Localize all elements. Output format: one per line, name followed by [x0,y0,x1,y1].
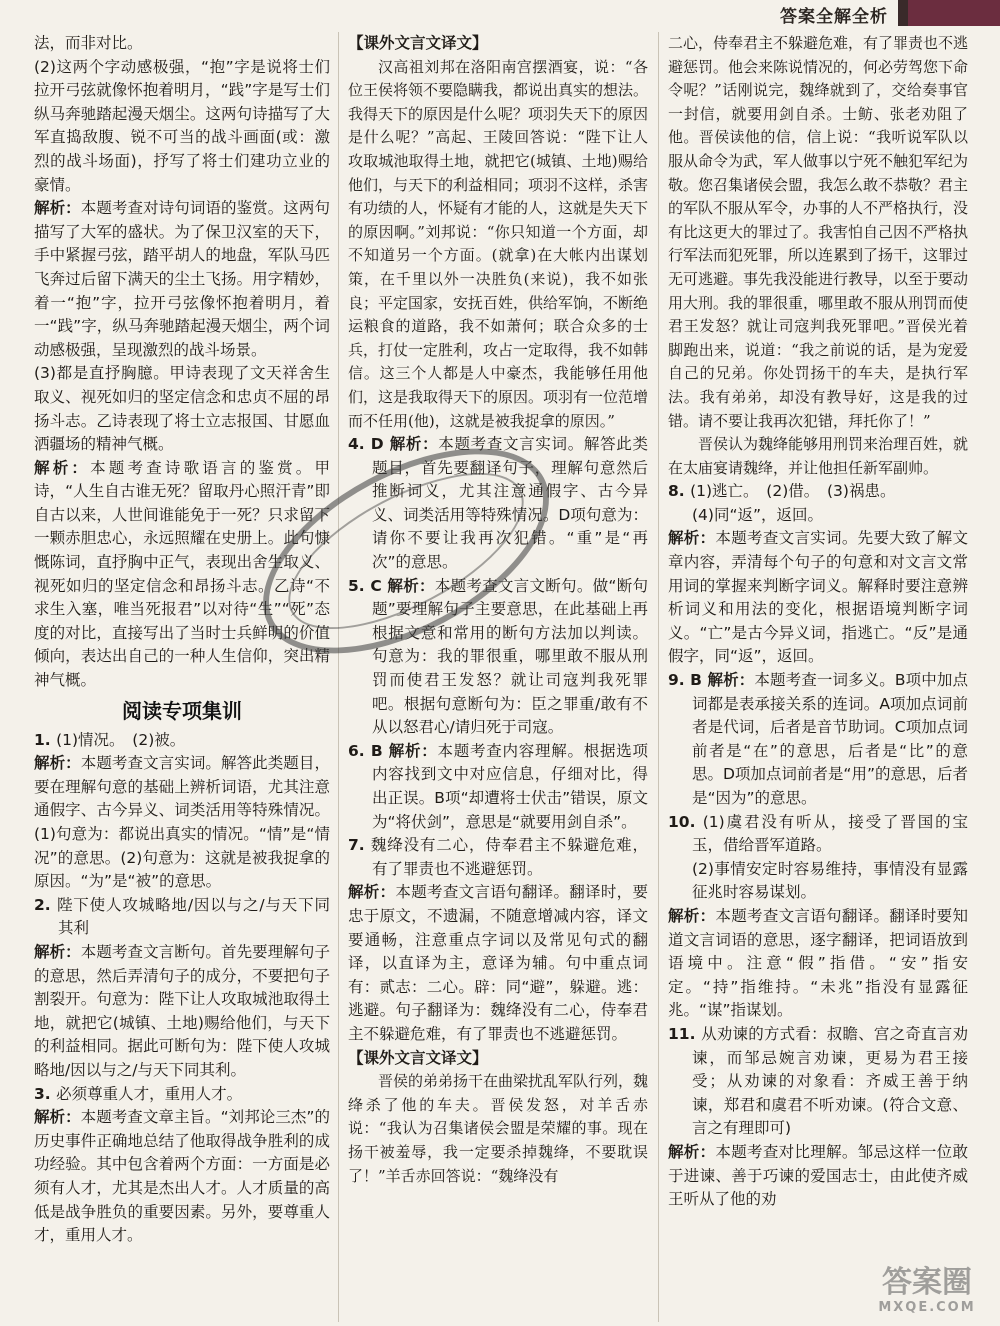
header-decor-dark [898,0,908,26]
answer-text: (1)情况。 (2)被。 [56,730,186,749]
analysis-label: 解析： [388,741,438,760]
question-number: 3. [34,1084,57,1103]
question-number: 7. [348,836,371,855]
answer-text: (4)同“返”，返回。 [692,505,824,524]
question-10 [668,811,968,858]
column-left [34,32,330,1248]
question-5 [348,575,648,740]
question-1 [34,729,330,753]
analysis-label: 解析： [34,458,91,477]
analysis-label: 解析： [387,576,435,595]
question-2 [34,894,330,941]
question-11 [668,1023,968,1141]
analysis-block [668,905,968,1023]
question-number: 5. C [348,576,388,595]
translation-title: 【课外文言文译文】 [348,1048,488,1067]
analysis-text: 本题考查文言语句翻译。翻译时，要忠于原文，不遗漏，不随意增减内容，译文要通畅，注意重点字词以及常见句式的翻译，以直译为主，意译为辅。句中重点词有：贰志：二心。辟：同“避”，躲避。逃：逃避。句子翻译为：魏绛没有二心，侍奉君主不躲避危难，有了罪责也不逃避惩罚。 [348,883,648,1043]
analysis-text: 本题考查文章主旨。“刘邦论三杰”的历史事件正确地总结了他取得战争胜利的成功经验。其中包含着两个方面：一方面是必须有人才，尤其是杰出人才。人才质量的高低是战争胜负的重要因素。另外，要尊重人才，重用人才。 [34,1108,330,1245]
analysis-label: 解析： [34,754,81,773]
question-4 [348,433,648,575]
question-7 [348,834,648,881]
answer-text: 陛下使人攻城略地/因以与之/与天下同其利 [56,895,330,938]
analysis-block [34,1106,330,1248]
question-number: 4. D [348,435,390,454]
analysis-block [348,881,648,1046]
answer-text: 法，而非对比。 [34,34,143,52]
analysis-text: 本题考查文言实词。解答此类题目，首先要翻译句子，理解句意然后推断词义，尤其注意通假字、古今异义、词类活用等特殊情况。D项句意为：请你不要让我再次犯错。“重”是“再次”的意思。 [372,435,648,572]
analysis-text: 本题考查文言断句。首先要理解句子的意思，然后弄清句子的成分，不要把句子割裂开。句意为：陛下让人攻取城池取得土地，就把它(城镇、土地)赐给他们，与天下的利益相同。据此可断句为：陛下使人攻城略地/因以与之/与天下同其利。 [34,942,330,1079]
page-header [0,0,1000,30]
analysis-text: 本题考查文言实词。先要大致了解文章内容，弄清每个句子的句意和对文言文常用词的掌握来判断字词义。解释时要注意辨析词义和用法的变化，根据语境判断字词义。“亡”是古今异义词，指逃亡。“反”是通假字，同“返”，返回。 [668,529,968,666]
column-right [668,32,968,1212]
analysis-label: 解析： [389,435,439,454]
question-8 [668,480,968,504]
analysis-block [34,752,330,894]
question-number: 10. [668,812,703,831]
translation-title: 【课外文言文译文】 [348,34,488,52]
answer-text: (2)这两个字动感极强，“抱”字是说将士们拉开弓弦就像怀抱着明月，“践”字是写士们纵马奔驰踏起漫天烟尘。这两句诗描写了大军直捣敌腹、锐不可当的战斗画面(或：激烈的战斗场面)，抒写了将士们建功立业的豪情。 [34,57,330,194]
analysis-block [668,527,968,669]
analysis-label: 解析： [668,1142,716,1161]
question-number: 9. B [668,671,708,690]
question-6 [348,740,648,834]
question-number: 2. [34,895,57,914]
translation-text: 二心，侍奉君主不躲避危难，有了罪责也不逃避惩罚。他会来陈说情况的，何必劳驾您下命令呢？”话刚说完，魏绛就到了，交给奏事官一封信，就要用剑自杀。士鲂、张老劝阻了他。晋侯读他的信，信上说：“我听说军队以服从命令为武，军人做事以宁死不触犯军纪为敬。您召集诸侯会盟，我怎么敢不恭敬？君主的军队不服从军令，办事的人不严格执行，没有比这更大的罪过了。我害怕自己因不严格执行军法而犯死罪，所以连累到了扬干，这罪过无可逃避。事先我没能进行教导，以至于要动用大刑。我的罪很重，哪里敢不服从刑罚而使君王发怒？就让司寇判我死罪吧。”晋侯光着脚跑出来，说道：“我之前说的话，是为宠爱自己的兄弟。你处罚扬干的车夫，是执行军法。我有弟弟，却没有教导好，这是我的过错。请不要让我再次犯错，拜托你了！” [668,34,969,430]
question-number: 6. B [348,741,389,760]
watermark-sub: MXQE.COM [878,1300,976,1315]
analysis-text: 本题考查一词多义。B项中加点词都是表承接关系的连词。A项加点词前者是代词，后者是音节助词。C项加点词前者是“在”的意思，后者是“比”的意思。D项加点词前者是“用”的意思，后者是“因为”的意思。 [692,671,968,807]
analysis-text: 本题考查内容理解。根据选项内容找到文中对应信息，仔细对比，得出正误。B项“却遭将士伏击”错误，原文为“将伏剑”，意思是“就要用剑自杀”。 [372,741,648,831]
watermark-logo [862,1266,992,1322]
answer-text: (2)事情安定时容易维持，事情没有显露征兆时容易谋划。 [692,859,968,902]
translation-text: 晋侯认为魏绛能够用刑罚来治理百姓，就在太庙宴请魏绛，并让他担任新军副帅。 [668,435,969,477]
question-number: 1. [34,730,57,749]
question-9 [668,669,968,811]
analysis-text: 本题考查对诗句词语的鉴赏。这两句描写了大军的盛状。为了保卫汉室的天下，手中紧握弓弦，踏平胡人的地盘，军队马匹飞奔过后留下满天的尘土飞扬。用字精妙，着一“抱”字，拉开弓弦像怀抱着明月，着一“践”字，纵马奔驰踏起漫天烟尘，两个词动感极强，呈现激烈的战斗场景。 [34,199,330,359]
analysis-label: 解析： [34,1108,81,1127]
analysis-text: 本题考查文言实词。解答此类题目，要在理解句意的基础上辨析词语，尤其注意通假字、古今异义、词类活用等特殊情况。(1)句意为：都说出真实的情况。“情”是“情况”的意思。(2)句意为：这就是被我捉拿的原因。“为”是“被”的意思。 [34,754,330,891]
analysis-label: 解析： [668,529,716,548]
question-number: 11. [668,1024,702,1043]
analysis-block [34,457,330,693]
header-decor-bar [908,0,1000,26]
analysis-text: 本题考查文言文断句。做“断句题”要理解句子主要意思，在此基础上再根据文意和常用的断句方法加以判读。句意为：我的罪很重，哪里敢不服从刑罚而使君王发怒？就让司寇判我死罪吧。根据句意断句为：臣之罪重/敢有不从以怒君心/请归死于司寇。 [372,576,649,737]
analysis-block [34,941,330,1083]
analysis-block [668,1141,968,1212]
analysis-label: 解析： [707,671,755,690]
analysis-label: 解析： [34,942,81,961]
section-title: 阅读专项集训 [122,698,242,723]
analysis-label: 解析： [348,883,396,902]
answer-text: 从劝谏的方式看：叔瞻、宫之奇直言劝谏，而邹忌婉言劝谏，更易为君王接受；从劝谏的对象看：齐威王善于纳谏，郑君和虞君不听劝谏。(符合文意、言之有理即可) [692,1024,968,1138]
header-title: 答案全解全析 [780,7,888,27]
analysis-block [34,197,330,362]
watermark-main: 答案圈 [882,1265,972,1300]
translation-text: 汉高祖刘邦在洛阳南宫摆酒宴，说：“各位王侯将领不要隐瞒我，都说出真实的想法。我得天下的原因是什么呢？项羽失天下的原因是什么呢？”高起、王陵回答说：“陛下让人攻取城池取得土地，就把它(城镇、土地)赐给他们，与天下的利益相同；项羽不这样，杀害有功绩的人，怀疑有才能的人，这就是失天下的原因啊。”刘邦说：“你只知道一个方面，却不知道另一个方面。(就拿)在大帐内出谋划策，在千里以外一决胜负(来说)，我不如张良；平定国家，安抚百姓，供给军饷，不断绝运粮食的道路，我不如萧何；联合众多的士兵，打仗一定胜利，攻占一定取得，我不如韩信。这三个人都是人中豪杰，我能够任用他们，这是我取得天下的原因。项羽有一位范增而不任用(他)，这就是被我捉拿的原因。” [348,57,649,430]
analysis-label: 解析： [34,199,81,218]
question-3 [34,1083,330,1107]
translation-text: 晋侯的弟弟扬干在曲梁扰乱军队行列，魏绛杀了他的车夫。晋侯发怒，对羊舌赤说：“我认为召集诸侯会盟是荣耀的事。现在扬干被羞辱，我一定要杀掉魏绛，不要耽误了！”羊舌赤回答说：“魏绛没有 [348,1072,649,1185]
column-middle [348,32,648,1188]
analysis-text: 本题考查对比理解。邹忌这样一位敢于进谏、善于巧谏的爱国志士，由此使齐威王听从了他的劝 [668,1142,968,1209]
answer-text: (1)逃亡。 (2)借。 (3)祸患。 [690,482,896,501]
answer-text: 魏绛没有二心，侍奉君主不躲避危难，有了罪责也不逃避惩罚。 [370,836,648,878]
answer-text: 必须尊重人才，重用人才。 [56,1084,243,1103]
answer-text: (3)都是直抒胸臆。甲诗表现了文天祥舍生取义、视死如归的坚定信念和忠贞不屈的昂扬斗志。乙诗表现了将士立志报国、甘愿血洒疆场的精神气概。 [34,364,330,454]
question-number: 8. [668,482,691,501]
answer-text: (1)虞君没有听从，接受了晋国的宝玉，借给晋军道路。 [692,812,968,855]
analysis-text: 本题考查诗歌语言的鉴赏。甲诗，“人生自古谁无死？留取丹心照汗青”即自古以来，人世间谁能免于一死？只求留下一颗赤胆忠心，永远照耀在史册上。此句慷慨陈词，直抒胸中正气，表现出舍生取义、视死如归的坚定信念和昂扬斗志。乙诗“不求生入塞，唯当死报君”以对待“生”“死”态度的对比，直接写出了当时士兵鲜明的价值倾向，表达出自己的一种人生信仰，突出精神气概。 [34,458,330,690]
analysis-label: 解析： [668,906,716,925]
analysis-text: 本题考查文言语句翻译。翻译时要知道文言词语的意思，逐字翻译，把词语放到语境中。注意“假”指借。“安”指安定。“持”指维持。“未兆”指没有显露征兆。“谋”指谋划。 [668,906,968,1020]
